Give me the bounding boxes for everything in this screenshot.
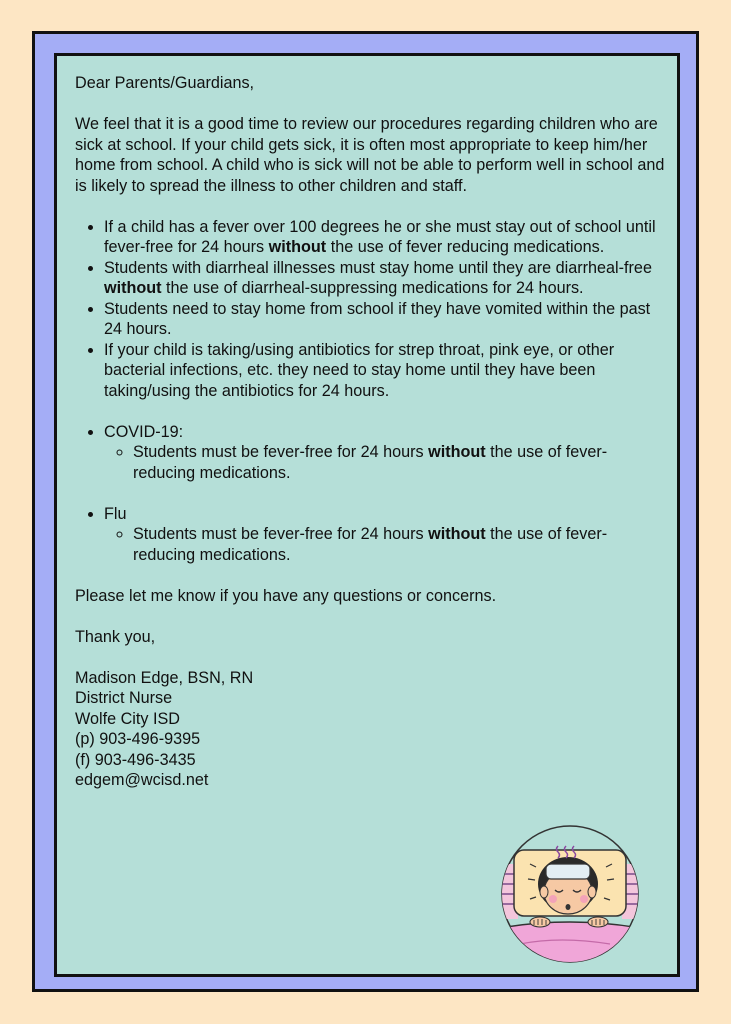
letter-panel bbox=[54, 53, 680, 977]
intro-paragraph: We feel that it is a good time to review our procedures regarding children who are sick at school. If your child gets sick, it is often most appropriate to keep him/her home from school. A child who is sick will not be able to perform well in school and is likely to spread the illness to other children and staff. bbox=[75, 115, 665, 195]
flu-item: • Flu ◦ Students must be fever-free for 24 hours without the use of fever-reducing medications. bbox=[104, 504, 667, 566]
signature-name: Madison Edge, BSN, RN bbox=[75, 668, 254, 687]
covid-list bbox=[75, 422, 667, 484]
flu-list bbox=[75, 504, 667, 566]
closing-request: Please let me know if you have any questions or concerns. bbox=[75, 586, 497, 605]
covid-item: • COVID-19: ◦ Students must be fever-free for 24 hours without the use of fever-reducing medications. bbox=[104, 422, 667, 484]
rule-antibiotics: • If your child is taking/using antibiotics for strep throat, pink eye, or other bacterial infections, etc. they need to stay home until they have been taking/using the antibiotics for 24 hours. bbox=[104, 340, 667, 402]
covid-rule: ◦ Students must be fever-free for 24 hours without the use of fever-reducing medications. bbox=[133, 442, 667, 483]
signature-phone: (p) 903-496-9395 bbox=[75, 730, 201, 748]
greeting: Dear Parents/Guardians, bbox=[75, 74, 255, 92]
letter-body bbox=[75, 73, 667, 791]
rule-vomiting: • Students need to stay home from school if they have vomited within the past 24 hours. bbox=[104, 299, 667, 340]
signoff: Thank you, bbox=[75, 627, 156, 646]
outer-frame bbox=[32, 31, 699, 992]
rule-diarrhea: • Students with diarrheal illnesses must stay home until they are diarrheal-free without the use of diarrheal-suppressing medications for 24 hours. bbox=[104, 258, 667, 299]
signature-fax: (f) 903-496-3435 bbox=[75, 750, 196, 769]
rule-fever: • If a child has a fever over 100 degrees he or she must stay out of school until fever-free for 24 hours without the use of fever reducing medications. bbox=[104, 217, 667, 258]
signature-email: edgem@wcisd.net bbox=[75, 771, 209, 789]
flu-rule: ◦ Students must be fever-free for 24 hours without the use of fever-reducing medications. bbox=[133, 524, 667, 565]
signature-title: District Nurse bbox=[75, 689, 173, 707]
signature-district: Wolfe City ISD bbox=[75, 709, 180, 728]
rules-list bbox=[75, 217, 667, 402]
sick-child-in-bed-icon bbox=[500, 824, 640, 964]
